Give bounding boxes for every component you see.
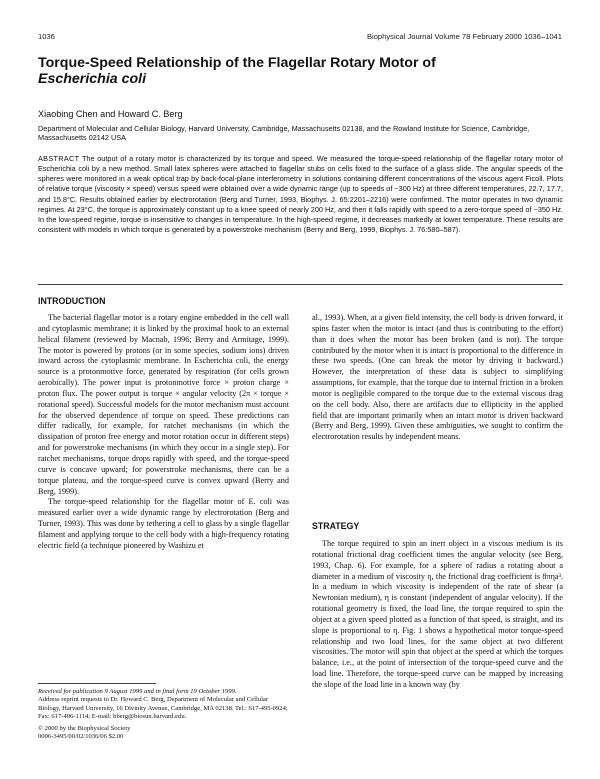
title-line-1: Torque-Speed Relationship of the Flagellar Rotary Motor of: [38, 55, 436, 71]
right-column-strategy: [312, 539, 563, 691]
section-heading-strategy: STRATEGY: [312, 521, 360, 531]
running-header: [38, 32, 562, 44]
article-code: 0006-3495/00/02/1036/06 $2.00: [38, 733, 124, 741]
article-title: [38, 55, 558, 87]
section-heading-introduction: INTRODUCTION: [38, 296, 106, 306]
title-line-2: Escherichia coli: [38, 71, 147, 87]
abstract-text: The output of a rotary motor is characterized by its torque and speed. We measured the torque-speed relationship of the flagellar rotary motor of Escherichia coli by a new method. Small latex spheres were attached to flagellar stubs on cells fixed to the surface of a glass slide. The angular speeds of the spheres were monitored in a weak optical trap by back-focal-plane interferometry in solutions containing different concentrations of the viscous agent Ficoll. Plots of relative torque (viscosity × speed) versus speed were obtained over a wide dynamic range (up to speeds of ~300 Hz) at three different temperatures, 22.7, 17.7, and 15.8°C. Results obtained earlier by electrorotation (Berg and Turner, 1993, Biophys. J. 65:2201–2216) were confirmed. The motor operates in two dynamic regimes. At 23°C, the torque is approximately constant up to a knee speed of nearly 200 Hz, and then it falls rapidly with speed to a zero-torque speed of ~350 Hz. In the low-speed regime, torque is insensitive to changes in temperature. In the high-speed regime, it decreases markedly at lower temperature. These results are consistent with models in which torque is generated by a powerstroke mechanism (Berry and Berg, 1999, Biophys. J. 76:580–587).: [38, 154, 563, 235]
reprint-address: Address reprint requests to Dr. Howard C. Berg, Department of Molecular and Cellular Biology, Harvard University, 16 Divinity Avenue, Cambridge, MA 02138. Tel.: 617-495-0924; Fax: 617-496-1114; E-mail: hberg@biosun.harvard.edu.: [38, 696, 288, 721]
footnote: [38, 688, 289, 741]
affiliation: Department of Molecular and Cellular Biology, Harvard University, Cambridge, Massachusetts 02138, and the Rowland Institute for Science, Cambridge, Massachusetts 02142 USA: [38, 124, 530, 143]
intro-paragraph-3: al., 1993). When, at a given field intensity, the cell body is driven forward, it spins faster when the motor is intact (and thus is contributing to the effort) than it does when the motor has been broken (and is not). The torque contributed by the motor when it is intact is proportional to the difference in these two speeds. (One can break the motor by driving it backward.) However, the interpretation of these data is subject to simplifying assumptions, for example, that the torque due to internal friction in a broken motor is negligible compared to the torque due to the external viscous drag on the cell body. Also, there are artifacts due to ellipticity in the applied field that are important primarily when an intact motor is driven backward (Berry and Berg, 1999). Given these ambiguities, we sought to confirm the electrorotation results by independent means.: [312, 313, 563, 442]
received-date: Received for publication 9 August 1999 and in final form 19 October 1999.: [38, 688, 237, 695]
intro-paragraph-1: The bacterial flagellar motor is a rotary engine embedded in the cell wall and cytoplasmic membrane; it is linked by the proximal hook to an external helical filament (reviewed by Macnab, 1996; Berry and Armitage, 1999). The motor is powered by protons (or in some species, sodium ions) driven inward across the cytoplasmic membrane. In Escherichia coli, the energy source is a protonmotive force, generated by respiration (for cells grown aerobically). The power input is protonmotive force × proton charge × proton flux. The power output is torque × angular velocity (2π × torque × rotational speed). Successful models for the motor mechanism must account for the observed dependence of torque on speed. These predictions can differ radically, for example, for ratchet mechanisms (in which the dissipation of proton free energy and motor rotation occur in different steps) and for powerstroke mechanisms (in which they occur in a single step). For ratchet mechanisms, torque drops rapidly with speed, and the torque-speed curve is concave upward; for powerstroke mechanisms, there can be a torque plateau, and the torque-speed curve is convex upward (Berry and Berg, 1999).: [38, 313, 289, 496]
abstract-divider: [38, 284, 563, 285]
left-column: [38, 313, 289, 552]
abstract: [38, 154, 563, 235]
author-list: Xiaobing Chen and Howard C. Berg: [38, 109, 183, 119]
journal-citation: Biophysical Journal Volume 78 February 2000 1036–1041: [366, 32, 562, 41]
abstract-label: ABSTRACT: [38, 154, 80, 163]
right-column-top: [312, 313, 563, 443]
page-number: 1036: [38, 32, 55, 41]
strategy-paragraph-1: The torque required to spin an inert object in a viscous medium is its rotational frictional drag coefficient times the angular velocity (see Berg, 1993, Chap. 6). For example, for a sphere of radius a rotating about a diameter in a medium of viscosity η, the frictional drag coefficient is 8πηa³. In a medium in which viscosity is independent of the rate of shear (a Newtonian medium), η is constant (independent of angular velocity). If the rotational geometry is fixed, the load line, the torque required to spin the object at a given speed plotted as a function of that speed, is straight, and its slope is proportional to η. Fig. 1 shows a hypothetical motor torque-speed relationship and two load lines, for the same object at two different viscosities. The motor will spin that object at the speed at which the torques balance, i.e., at the point of intersection of the torque-speed curve and the load line. Therefore, the torque-speed curve can be mapped by increasing the slope of the load line in a known way (by: [312, 539, 563, 689]
intro-paragraph-2: The torque-speed relationship for the flagellar motor of E. coli was measured earlier over a wide dynamic range by electrorotation (Berg and Turner, 1993). This was done by tethering a cell to glass by a single flagellar filament and applying torque to the cell body with a high-frequency rotating electric field (a technique pioneered by Washizu et: [38, 497, 289, 550]
copyright-line: © 2000 by the Biophysical Society: [38, 724, 131, 732]
footnote-divider: [38, 683, 156, 684]
